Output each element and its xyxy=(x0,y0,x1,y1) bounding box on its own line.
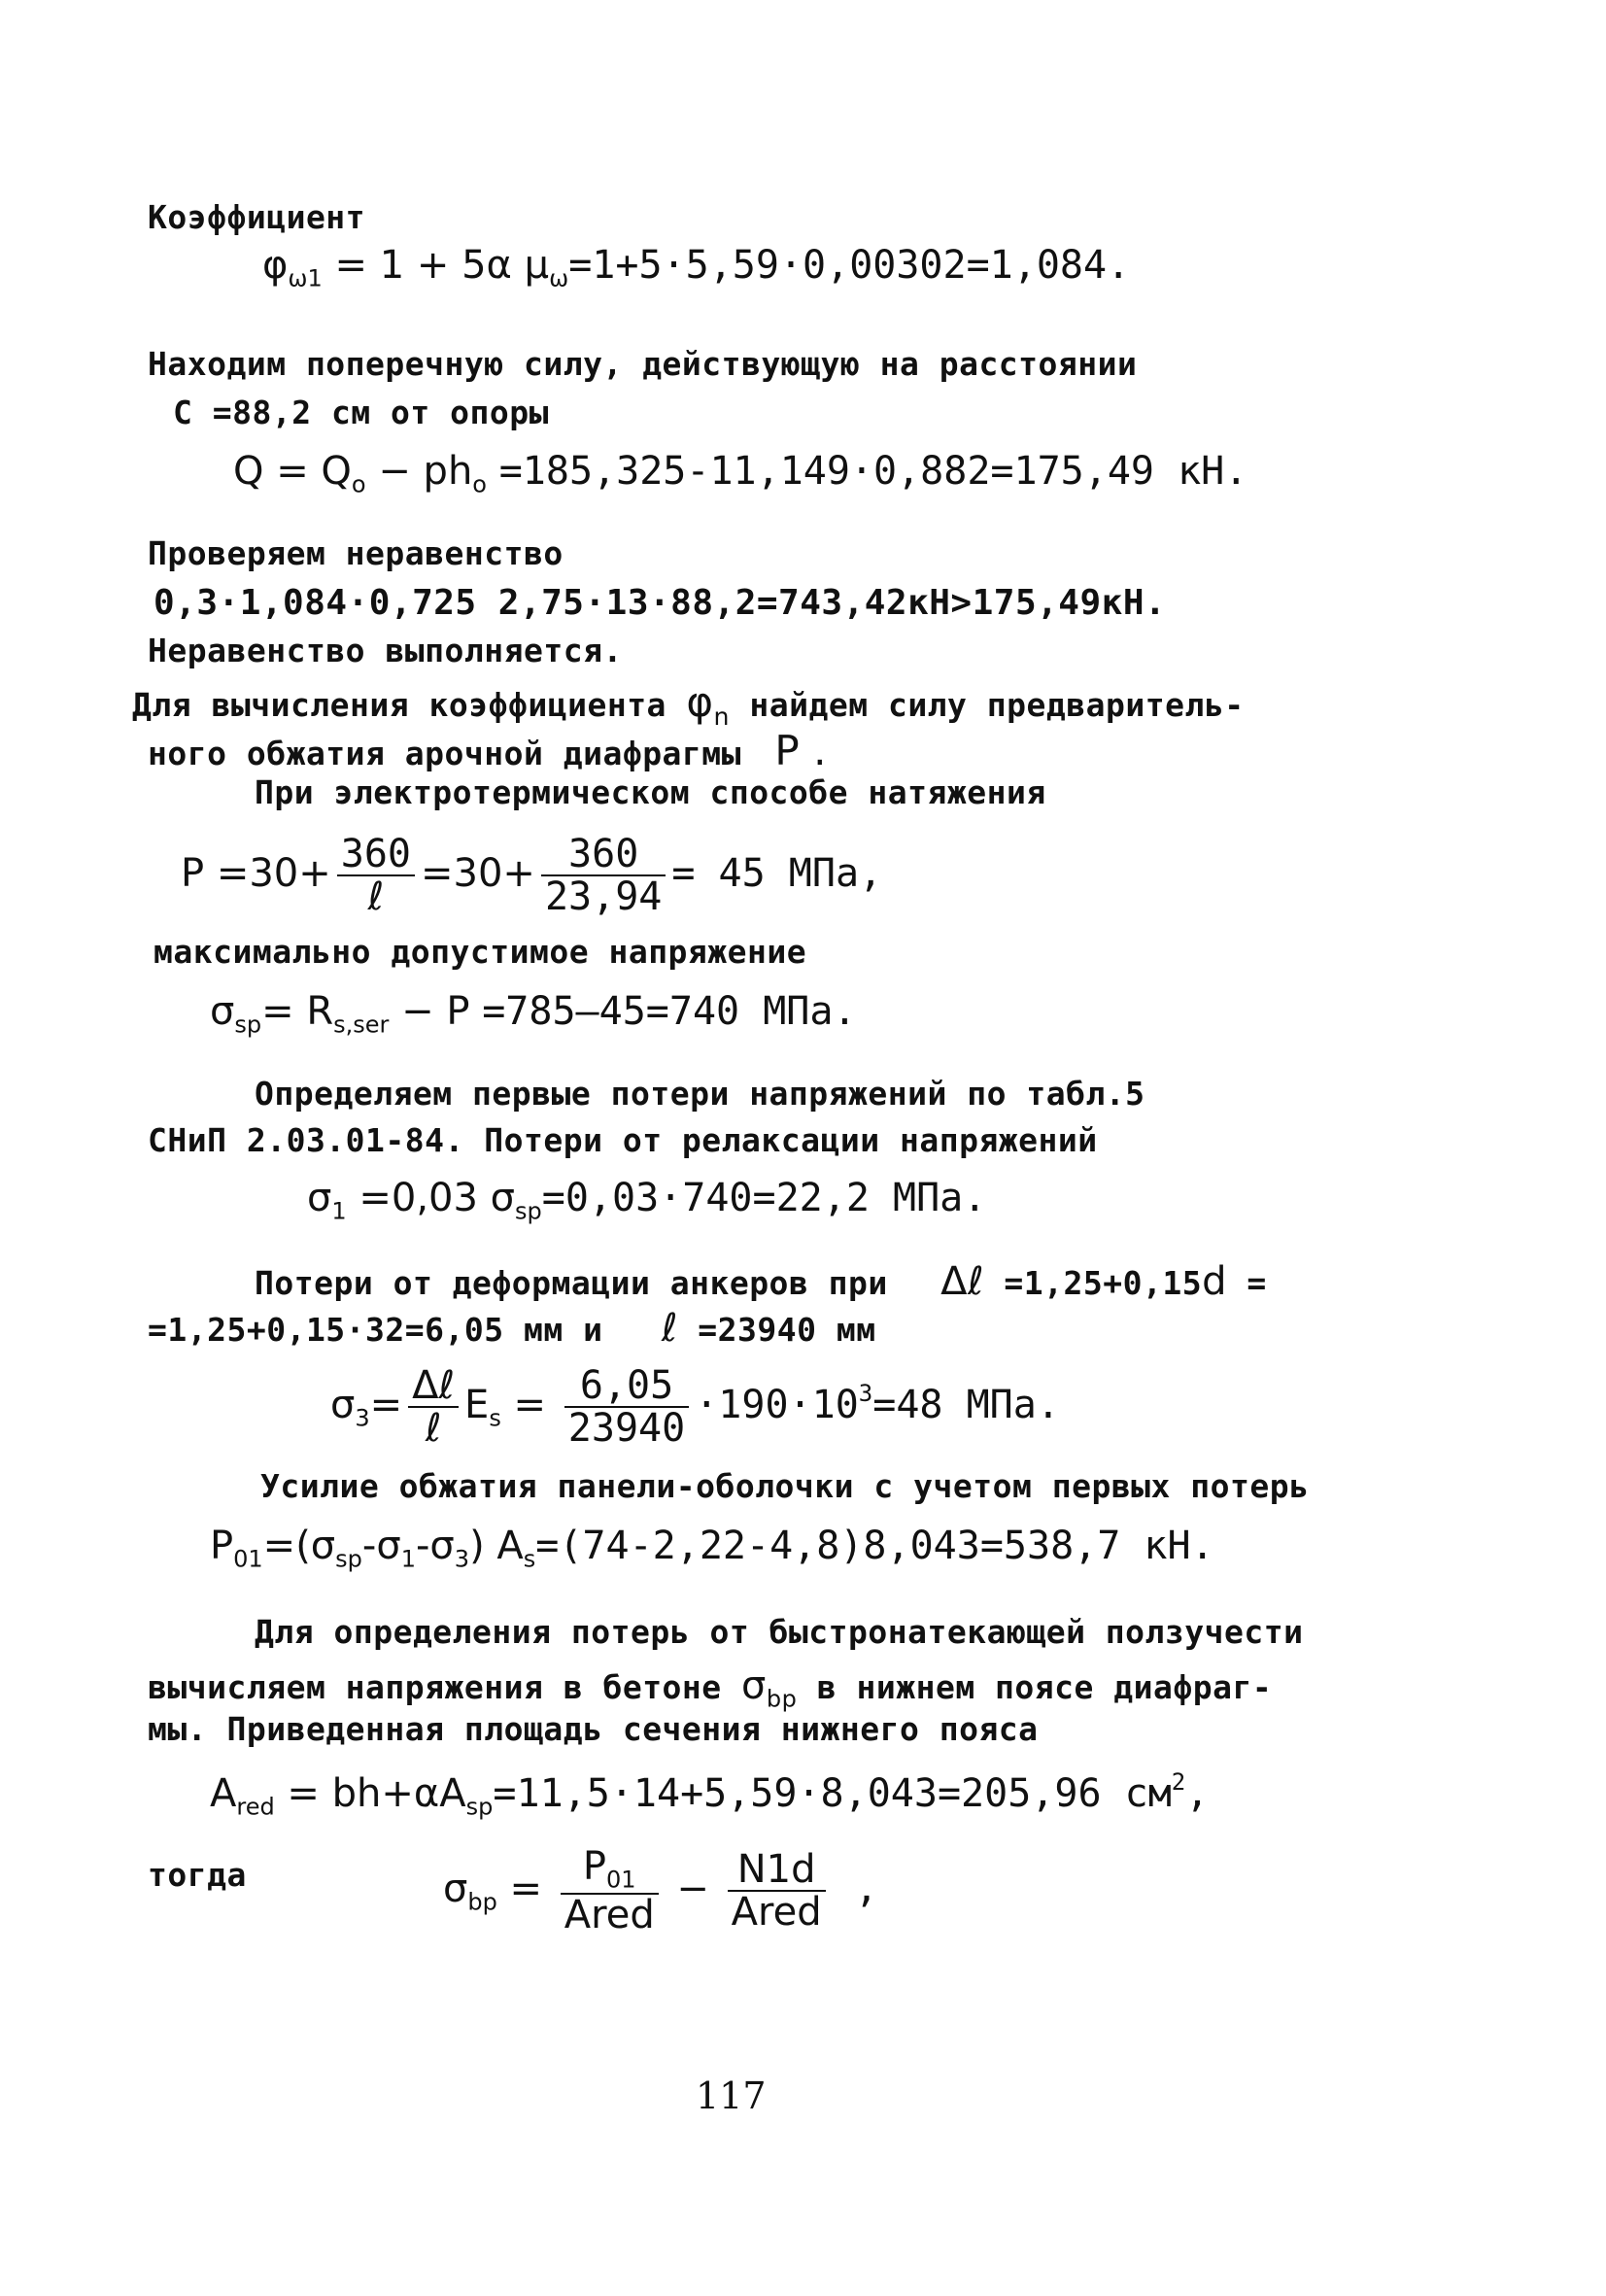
formula-sigma3: $\sigma_3=$ $\frac{\text{Δℓ}}{\text{ℓ}}$ $E_s$ = $\frac{6,05}{23940}$ $\cdot 190\cdot 10^3=48$ МПа. xyxy=(330,1363,1060,1451)
text-dlya-opr-1: Для определения потерь от быстронатекающей ползучести xyxy=(255,1613,1304,1651)
formula-sigma-sp xyxy=(210,989,857,1038)
symbol-phi-n: $\varphi_n$ xyxy=(686,678,730,731)
text-opredelyaem: Определяем первые потери напряжений по табл.5 xyxy=(255,1075,1145,1113)
formula-p-lhs: P =30+ xyxy=(181,851,331,896)
text-dlya-opr-3: мы. Приведенная площадь сечения нижнего пояса xyxy=(148,1710,1039,1748)
symbol-p: P . xyxy=(774,727,827,774)
text-c-distance: С =88,2 см от опоры xyxy=(173,394,549,431)
formula-sigma-bp: $\sigma_{bp}$ = $\frac{P_{01}}{\text{Ared}}$ − $\frac{N1d}{\text{Ared}}$ , xyxy=(443,1844,878,1937)
formula-phi-w1 xyxy=(262,243,1130,291)
text-nahodim: Находим поперечную силу, действующую на расстоянии xyxy=(148,345,1138,383)
text-usilie: Усилие обжатия панели-оболочки с учетом первых потерь xyxy=(260,1467,1310,1505)
page-number: 117 xyxy=(696,2074,767,2117)
text-poteri-def: Потери от деформации анкеров при Δℓ =1,25+0,15d = xyxy=(255,1259,1267,1304)
formula-p: P =30+ $\frac{360}{\text{ℓ}}$ =30+ $\frac{360}{23,94}$ = 45 МПа, xyxy=(181,832,883,919)
text-poteri-def-2: =1,25+0,15·32=6,05 мм и ℓ =23940 мм xyxy=(148,1306,876,1351)
text-elektro: При электротермическом способе натяжения xyxy=(255,773,1046,811)
fraction-1: $\frac{360}{\text{ℓ}}$ xyxy=(337,834,415,917)
formula-sigma-sp-lhs: $\sigma_{sp}= R_{s,ser} - P$ xyxy=(210,989,483,1039)
formula-p-result: = 45 МПа, xyxy=(671,851,883,896)
text-inequality: 0,3·1,084·0,725 2,75·13·88,2=743,42кН>175,49кН. xyxy=(154,583,1167,623)
text-dlya-opr-2: вычисляем напряжения в бетоне $\sigma_{bp}$ в нижнем поясе диафраг- xyxy=(148,1663,1273,1713)
formula-sigma1-lhs: $\sigma_1 =0,03$ $\sigma_{sp}$ xyxy=(307,1176,542,1225)
formula-q-value: =185,325-11,149·0,882=175,49 кН. xyxy=(498,449,1248,494)
text-proveryaem: Проверяем неравенство xyxy=(148,534,564,572)
text-ineq-ok: Неравенство выполняется. xyxy=(148,632,623,669)
text-togda: тогда xyxy=(148,1856,247,1894)
text-obzhatiya: ного обжатия арочной диафрагмы P . xyxy=(148,727,827,774)
formula-phi-value: =1+5·5,59·0,00302=1,084. xyxy=(568,243,1131,288)
formula-sigma1-result: =0,03·740=22,2 МПа. xyxy=(541,1176,987,1220)
formula-q-lhs: $Q = Q_o - ph_o$ xyxy=(233,449,487,498)
text-max-dop: максимально допустимое напряжение xyxy=(154,933,807,971)
text-koefficient: Коэффициент xyxy=(148,198,366,236)
formula-lhs: $\varphi_{\omega 1} = 1 + 5\alpha$ $\mu_\omega$ xyxy=(262,243,569,292)
text-snip: СНиП 2.03.01-84. Потери от релаксации напряжений xyxy=(148,1121,1098,1159)
text-dlya-vych: Для вычисления коэффициента $\varphi_n$ найдем силу предваритель- xyxy=(132,678,1245,731)
formula-p01: $P_{01}=(\sigma_{sp}-\sigma_1-\sigma_3)$ $A_s=(74-2,22-4,8)8,043=538,7$ кН. xyxy=(210,1524,1214,1573)
formula-sigma-sp-result: =785–45=740 МПа. xyxy=(482,989,857,1034)
formula-ared: $A_{red} = bh+\alpha A_{sp}=11,5\cdot 14+5,59\cdot 8,043=205,96$ $см^2$, xyxy=(210,1768,1210,1821)
formula-sigma1 xyxy=(307,1176,986,1224)
fraction-2: $\frac{360}{23,94}$ xyxy=(541,834,666,917)
formula-q xyxy=(233,449,1247,497)
